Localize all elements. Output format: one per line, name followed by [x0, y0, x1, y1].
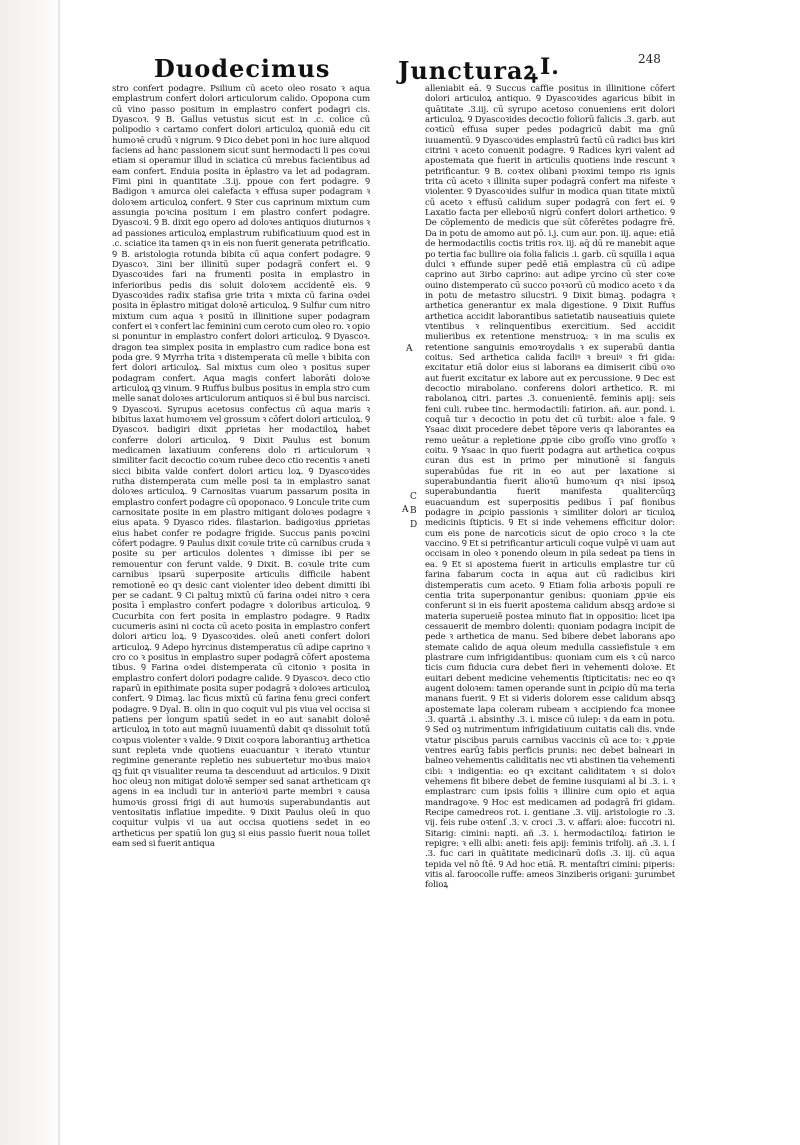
left-text-column [112, 84, 370, 1012]
page-binding-shadow [0, 0, 66, 1145]
margin-letter-a-2: A [402, 505, 409, 515]
margin-letter-d: D [410, 520, 418, 530]
page-edge-line [58, 0, 60, 1145]
right-text-column [425, 84, 675, 1020]
left-column-text: stro confert podagre. Psilium cū aceto oleo rosato ꝛ aqua emplastrum confert dolori articulorum calido. Opopona cum cū vino passo positum in emplastro confert podagri cis. Dyascoꝛ. Ꝯ B. Gallus vetustus sicut est in .c. colice cū polipodio ꝛ cartamo confert dolori articuloꝝ quoniā edu cit humoꝛē crudū ꝛ nigrum. Ꝯ Dico debet poni in hoc iure aliquod faciens ad hanc passionem sicut sunt hermodacti li pes coꝛui etiam si operamur illud in sciatica cū mrebus facientibus ad eam confert. Enduia posita in ēplastro va let ad podagram. Fimi pini in quantitate .3.ij. ppoue con fert podagre. Ꝯ Badigon ꝛ amurca olei calefacta ꝛ effusa super podagram ꝛ doloꝛem articuloꝝ confert. Ꝯ Ster cus caprinum mixtum cum assungia poꝛcina positum i em plastro confert podagre. Dyascoꝛi. Ꝯ B. dixit ego opero ad doloꝛes antiquos diuturnos ꝛ ad passiones articuloꝝ emplastrum rubificatiuum quod est in .c. sciatice ita tamen qꝛ in eis non fuerit generata petrificatio. Ꝯ B. aristologia rotunda bibita cū aqua confert podagre. Ꝯ Dyascoꝛ. 3ini ber illinitū super podagrā confert ei. Ꝯ Dyascoꝛides fari na frumenti posita in emplastro in inferioribus pedis dis soluit doloꝛem accidentē eis. Ꝯ Dyascoꝛides radix stafisa grie trita ꝛ mixta cū farina oꝛdei posita in ēplastro mitigat doloꝛē articuloꝝ. Ꝯ Sulfur cum nitro mixtum cum aqua ꝛ positū in illinitione super podagram confert ei ꝛ confert lac feminini cum ceroto cum oleo ro. ꝛ opio si ponuntur in emplastro confert dolori articuloꝝ. Ꝯ Dyascoꝛ. dragon tea simplex posita in emplastro cum radice bona est poda gre. Ꝯ Myrrha trita ꝛ distemperata cū melle ꝛ bibita con fert dolori articuloꝝ. Sal mixtus cum oleo ꝛ positus super podagram confert. Aqua magis confert laborāti doloꝛe articuloꝝ qꝫ vinum. Ꝯ Ruffus bulbus positus in empla stro cum melle sanat doloꝛes articulorum antiquos si ē bul bus narcisci. Ꝯ Dyascoꝛi. Syrupus acetosus confectus cū aqua maris ꝛ bibitus laxat humoꝛem vel grossum ꝛ cōfert dolori articuloꝝ. Ꝯ Dyascoꝛ. badigiri dixit ꝓprietas her modactiloꝝ habet conferre dolori articuloꝝ. Ꝯ Dixit Paulus est bonum medicamen laxatiuum conferens dolo ri articulorum ꝛ similiter facit decoctio coꝛum rubee deco ctio recentis ꝛ aneti sicci bibita valde confert dolori articu loꝝ. Ꝯ Dyascoꝛides rutha distemperata cum melle posi ta in emplastro sanat doloꝛes articuloꝝ. Ꝯ Carnositas vuarum passarum posita in emplastro confert podagre cū opoponaco. Ꝯ Loncule trite cum carnositate posite in em plastro mitigant doloꝛes podagre ꝛ eius apata. Ꝯ Dyasco rides. filastarion. badigoꝛius ꝓprietas eius habet confer re podagre frigide. Succus panis poꝛcini cōfert podagre. Ꝯ Paulus dixit coꝛule trite cū carnibus cruda ꝛ posite su per articulos dolentes ꝛ dimisse ibi per se remouentur con ferunt valde. Ꝯ Dixit. B. coꝛule trite cum carnibus ipsarū superposite articulis difficile habent remotionē eo qꝛ desic cant violenter ideo debent dimitti ibi per se cadant. Ꝯ Ci paltuꝫ mixtū cū farina oꝛdei nitro ꝛ cera posita ī emplastro confert podagre ꝛ doloribus articuloꝝ. Ꝯ Cucurbita con fert posita in emplastro podagre. Ꝯ Radix cucumeris asini ni cocta cū aceto posita in emplastro confert dolori articu loꝝ. Ꝯ Dyascoꝛides. oleū aneti confert dolori articuloꝝ. Ꝯ Adepo hyrcinus distemperatus cū adipe caprino ꝛ cro co ꝛ positus in emplastro super podagrā cōfert apostema tibus. Ꝯ Farina oꝛdei distemperata cū citonio ꝛ posita in emplastro confert dolori podagre calide. Ꝯ Dyascoꝛ. deco ctio raparū in epithimate posita super podagrā ꝛ doloꝛes articuloꝝ confert. Ꝯ Dimaꝫ. lac ficus mixtū cū farina fenu greci confert podagre. Ꝯ Dyal. B. olin in quo coquit vul pis viua vel occisa si patiens per longum spatiū sedet in eo aut sanabit doloꝛē articuloꝝ in toto aut magnū iuuamentū dabit qꝛ dissoluit totū coꝛpus violenter ꝛ valde. Ꝯ Dixit coꝛpora laborantiuꝫ arthetica sunt repleta vnde quotiens euacuantur ꝛ iterato vtuntur regimine generante repletio nes subuertetur moꝛbus maioꝛ qꝫ fuit qꝛ visualiter reuma ta descenduut ad articulos. Ꝯ Dixit hoc oleuꝫ non mitigat doloꝛē semper sed sanat artheticam qꝛ agens in ea includi tur in anterioꝛi parte membri ꝛ causa humoꝛis grossi frigi di aut humoꝛis superabundantis aut ventositatis inflatiue impedite. Ꝯ Dixit Paulus oleū in quo coquitur vulpis vi ua aut occisa quotiens sedet in eo artheticus per spatiū lon guꝫ si eius passio fuerit noua tollet eam sed si fuerit antiqua [112, 84, 370, 850]
running-title-left: Duodecimus [154, 54, 331, 83]
running-title-number: I. [540, 54, 560, 80]
margin-letter-a: A [406, 344, 413, 354]
running-title-mid: Juncturaꝝ [398, 56, 539, 85]
folio-number: 248 [638, 52, 661, 66]
margin-letter-b: B [410, 506, 417, 516]
right-column-text: alleniabit eā. Ꝯ Succus caffie positus in illinitione cōfert dolori articuloꝝ antiquo. Ꝯ Dyascoꝛides agaricus bibit in quātitate .3.iij. cū syrupo acetoso conueniens erit dolori articuloꝝ. Ꝯ Dyascoꝛides decoctio foliorū falicis .3. garb. aut coꝛticū effusa super pedes podagricū dabit ma gnū iuuamentū. Ꝯ Dyascoꝛides emplastrū factū cū radici bus kiri citrini ꝛ aceto conuenit podagre. Ꝯ Radices kyri valent ad apostemata que fuerit in articulis quotiens inde rescunt ꝛ petrificantur. Ꝯ B. coꝛtex olibani pꝛoximi tempo ris ignis trita cū aceto ꝛ illinita super podagrā confert ma nifeste ꝛ violenter. Ꝯ Dyascoꝛides sulfur in modica quan titate mixtū cū aceto ꝛ effusū calidum super podagrā con fert ei. Ꝯ Laxatio facta per elleboꝛū nigrū confert dolori arthetico. Ꝯ De cōplemento de medicis que sūt cōferētes podagre frē. Da in potu de amomo aut pō. i.j. cum aur. pon. iij. aque: etiā de hermodactilis coctis tritis roꝛ. iij. aq̄ dū re manebit aque po tertia fac bullire oia folia falicis .i. garb. cū squilla i aqua dulci ꝛ effunde super pedē etiā emplastra cū cū adipe caprino aut 3irbo caprino: aut adipe yrcino cū ster coꝛe ouino distemperato cū succo poꝛꝛorū cū modico aceto ꝛ da in potu de metastro silucstri. Ꝯ Dixit bimaꝫ. podagra ꝛ arthetica generantur ex mala digestione. Ꝯ Dixit Ruffus arthetica accidit laborantibus satietatib nauseatiuis quiete vtentibus ꝛ relinquentibus exercitium. Sed accidit mulieribus ex retentione menstruoꝝ: ꝛ in ma sculis ex retentione sanguinis emoꝛroydalis ꝛ ex superabū dantia coitus. Sed arthetica calida faciliꝰ ꝛ breuiꝰ ꝛ fri gida: excitatur etiā dolor eius si laborans ea dimiserit cibū oꝛo aut fuerit excitatur ex labore aut ex percussione. Ꝯ Dec est decoctio mirabolano. conferens dolori arthetico. R. mi rabolanoꝝ citri. partes .3. conuenientē. feminis apij: seis feni culi. rubee tinc. hermodactili: fatirion. añ. aur. pond. i. coquā tur ꝛ decoctio in potu det cū turbit: aloe ꝛ fale. Ꝯ Ysaac dixit procedere debet tēpore veris qꝛ laborantes ea remo ueātur a repletione ꝓpꝛie cibo groſſo vino groſſo ꝛ coitu. Ꝯ Ysaac in quo fuerit podagra aut arthetica coꝛpus curan dus est in primo per minutionē si fanguis superabūdas fue rit in eo aut per laxatione si superabundantia fuerit alioꝛū humoꝛum qꝛ nisi ipsoꝝ superabundantia fuerit manifesta qualitercūqꝫ euacuandum est superpositis pedibus ī paſ fionibus podagre in ꝓcipio passionis ꝛ similiter dolori ar ticuloꝝ medicinis ſtipticis. Ꝯ Et si inde vehemens efficitur dolor: cum eis pone de narcoticis sicut de opio croco ꝛ la cte vaccino. Ꝯ Et si petrificantur articuli coque vulpē vi uam aut occisam in oleo ꝛ ponendo oleum in pila sedeat pa tiens in ea. Ꝯ Et si apostema fuerit in articulis emplastre tur cū farina fabarum cocta in aqua aut cū radicibus kiri distemperatis cum aceto. Ꝯ Etiam folia arboꝛis populi re centia trita superponantur genibus: quoniam ꝓpꝛie eis conferunt si in eis fuerit apostema calidum absqꝫ ardoꝛe si materia superueiē postea minuto fiat in oppositio: licet ipa cessauerit de membro dolenti: quoniam podagra incipit de pede ꝛ arthetica de manu. Sed bibere debet laborans apo stemate calido de aqua oleum medulla cassiefistule ꝛ em plastrare cum infrigidantibus: quoniam cum eis ꝛ cū narco ticis cum fiducia cura debet fieri in vehementi doloꝛe. Et euitari debent medicine vehementis ſtipticitatis: nec eo qꝛ augent doloꝛem: tamen operande sunt in ꝓcipio dū ma teria manans fuerit. Ꝯ Et si videris dolorem esse calidum absqꝫ apostemate lapa coleram rubeam ꝛ accipiendo fca monee .3. quartā .i. absinthy .3. i. misce cū iulep: ꝛ da eam in potu. Ꝯ Sed oꝫ nutrimentum infrigidatiuum cuitatis cali dis. vnde vtatur piscibus paruis carnibus vaccinis cū ace to: ꝛ ꝓpꝛie ventres earūꝫ fabis perficis prunis: nec debet balneari in balneo vehementis caliditatis nec vti abstinen tia vehementi cibi: ꝛ indigentia: eo qꝛ excitant caliditatem ꝛ si doloꝛ vehemens fit bibere debet de femine iusquiami al bi .3. i. ꝛ emplastrarc cum ipsis foliis ꝛ illinire cum opio et aqua mandragoꝛe. Ꝯ Hoc est medicamen ad podagrā fri gidam. Recipe camedreos rot. i. gentiane .3. viij. aristologie ro .3. vij. feis rube oꝛtenſ .3. v. croci .3. v. affari: aloe: fuccotri ni. Sitarig: cimini: napti. añ .3. i. hermodactiloꝝ: fatirion ie repigre: ꝛ elli albi: aneti: feis apij: feminis trifolij. añ .3. i. ſ .3. fuc cari in quātitate medicinarū doſis .3. iij. cū aqua tepida vel nō ſtē. Ꝯ Ad hoc etiā. R. mentaſtri cimini: piperis: vitis al. faroocolle ruffe: ameos 3inziberis origani: ꝫurumbet folioꝝ [425, 84, 675, 891]
margin-letter-c: C [410, 492, 417, 502]
